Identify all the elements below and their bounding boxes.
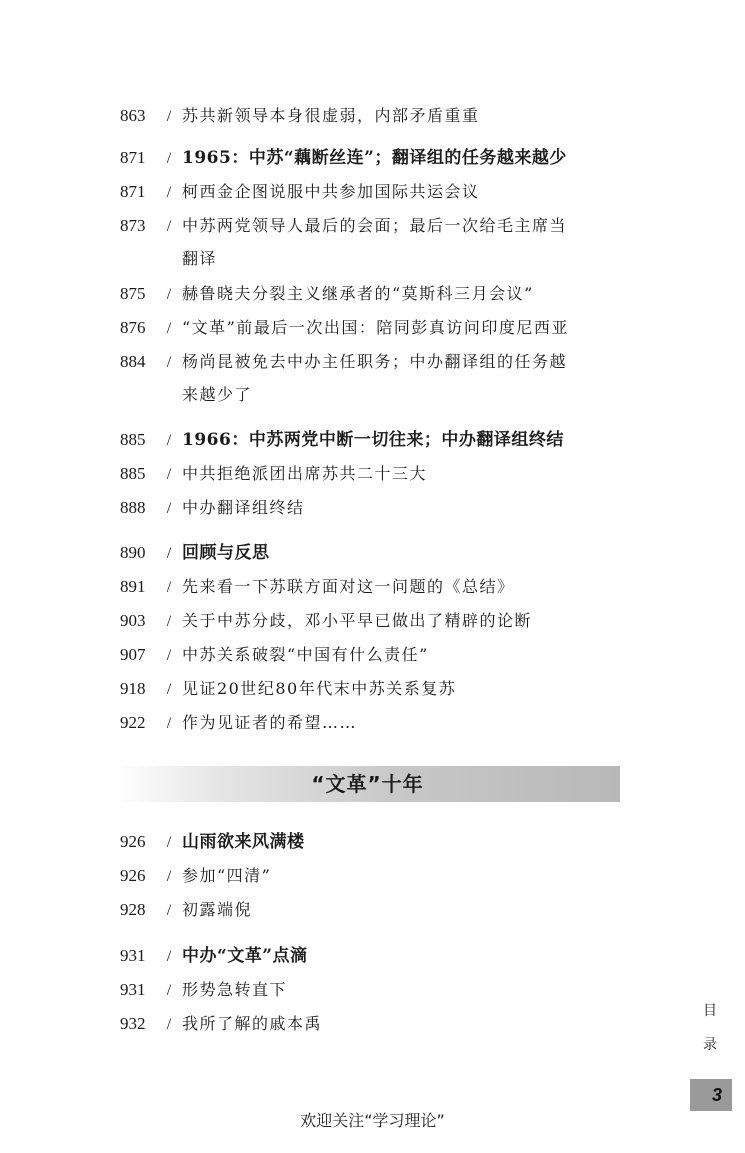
entry-title: 先来看一下苏联方面对这一问题的《总结》 — [182, 577, 515, 596]
entry-title: 1966：中苏两党中断一切往来；中办翻译组终结 — [182, 430, 564, 450]
page-number: 885 — [120, 464, 146, 483]
entry-title: “文革”前最后一次出国：陪同彭真访问印度尼西亚 — [182, 318, 569, 337]
entry-title: 形势急转直下 — [182, 980, 288, 999]
separator: / — [166, 579, 172, 596]
page-number: 885 — [120, 430, 146, 449]
entry-title: 参加“四清” — [182, 866, 272, 885]
toc-entry[interactable] — [120, 708, 640, 739]
entry-title: 杨尚昆被免去中办主任职务；中办翻译组的任务越 — [182, 352, 568, 371]
separator: / — [166, 613, 172, 630]
toc-entry[interactable] — [120, 279, 640, 310]
separator: / — [166, 320, 172, 337]
page-number: 871 — [120, 148, 146, 167]
entry-title: 柯西金企图说服中共参加国际共运会议 — [182, 182, 480, 201]
toc-chapter-heading[interactable] — [120, 143, 640, 174]
entry-title: 中办“文革”点滴 — [182, 946, 308, 966]
toc-entry[interactable] — [120, 895, 640, 926]
separator: / — [166, 184, 172, 201]
page-number: 926 — [120, 866, 146, 885]
separator: / — [166, 218, 172, 235]
page-number: 873 — [120, 216, 146, 235]
page-number: 891 — [120, 577, 146, 596]
entry-title: 初露端倪 — [182, 900, 253, 919]
entry-title: 作为见证者的希望…… — [182, 713, 358, 732]
toc-entry[interactable] — [120, 459, 640, 490]
entry-title-continuation: 翻译 — [182, 249, 218, 268]
separator: / — [166, 150, 172, 167]
section-title: “文革”十年 — [311, 772, 424, 796]
separator: / — [166, 545, 172, 562]
entry-title-continuation: 来越少了 — [182, 385, 253, 404]
entry-title: 我所了解的戚本禹 — [182, 1014, 323, 1033]
separator: / — [166, 286, 172, 303]
toc-chapter-heading[interactable] — [120, 425, 640, 456]
toc-entry[interactable] — [120, 101, 640, 132]
page-number: 918 — [120, 679, 146, 698]
page-number-tab: 3 — [690, 1079, 732, 1111]
toc-entry[interactable] — [120, 674, 640, 705]
side-label-lu: 录 — [703, 1037, 717, 1053]
side-label-mu: 目 — [703, 1003, 717, 1019]
page-number: 926 — [120, 832, 146, 851]
separator: / — [166, 982, 172, 999]
toc-entry[interactable] — [120, 572, 640, 603]
toc-entry[interactable] — [120, 347, 640, 378]
separator: / — [166, 681, 172, 698]
toc-entry[interactable] — [120, 313, 640, 344]
entry-title: 中苏关系破裂“中国有什么责任” — [182, 645, 429, 664]
page-number: 876 — [120, 318, 146, 337]
entry-title: 关于中苏分歧，邓小平早已做出了精辟的论断 — [182, 611, 533, 630]
separator: / — [166, 466, 172, 483]
page-number: 888 — [120, 498, 146, 517]
page-number: 932 — [120, 1014, 146, 1033]
toc-entry[interactable] — [120, 211, 640, 242]
toc-entry[interactable] — [120, 640, 640, 671]
section-banner — [115, 766, 620, 802]
page-number: 928 — [120, 900, 146, 919]
entry-title: 1965：中苏“藕断丝连”；翻译组的任务越来越少 — [182, 148, 567, 168]
toc-entry[interactable] — [120, 493, 640, 524]
toc-entry[interactable] — [120, 861, 640, 892]
entry-title: 中办翻译组终结 — [182, 498, 305, 517]
separator: / — [166, 647, 172, 664]
page-number: 931 — [120, 946, 146, 965]
footer-text: 欢迎关注“学习理论” — [300, 1111, 445, 1130]
toc-chapter-heading[interactable] — [120, 827, 640, 858]
separator: / — [166, 902, 172, 919]
separator: / — [166, 354, 172, 371]
toc-entry[interactable] — [120, 975, 640, 1006]
entry-title: 见证20世纪80年代末中苏关系复苏 — [182, 679, 457, 698]
separator: / — [166, 500, 172, 517]
toc-entry[interactable] — [120, 1009, 640, 1040]
separator: / — [166, 432, 172, 449]
toc-entry[interactable] — [120, 177, 640, 208]
entry-title: 山雨欲来风满楼 — [182, 832, 305, 852]
separator: / — [166, 834, 172, 851]
toc-chapter-heading[interactable] — [120, 538, 640, 569]
page-number: 875 — [120, 284, 146, 303]
entry-title: 苏共新领导本身很虚弱，内部矛盾重重 — [182, 106, 480, 125]
toc-chapter-heading[interactable] — [120, 941, 640, 972]
separator: / — [166, 948, 172, 965]
entry-title: 中苏两党领导人最后的会面；最后一次给毛主席当 — [182, 216, 568, 235]
toc-entry[interactable] — [120, 606, 640, 637]
entry-title: 回顾与反思 — [182, 543, 270, 563]
page-number: 931 — [120, 980, 146, 999]
separator: / — [166, 868, 172, 885]
page-number: 863 — [120, 106, 146, 125]
entry-title: 赫鲁晓夫分裂主义继承者的“莫斯科三月会议” — [182, 284, 534, 303]
separator: / — [166, 1016, 172, 1033]
separator: / — [166, 715, 172, 732]
page-number: 907 — [120, 645, 146, 664]
entry-title: 中共拒绝派团出席苏共二十三大 — [182, 464, 428, 483]
page-number: 890 — [120, 543, 146, 562]
page-number: 884 — [120, 352, 146, 371]
separator: / — [166, 108, 172, 125]
page-number: 922 — [120, 713, 146, 732]
page-number: 871 — [120, 182, 146, 201]
page-number: 903 — [120, 611, 146, 630]
